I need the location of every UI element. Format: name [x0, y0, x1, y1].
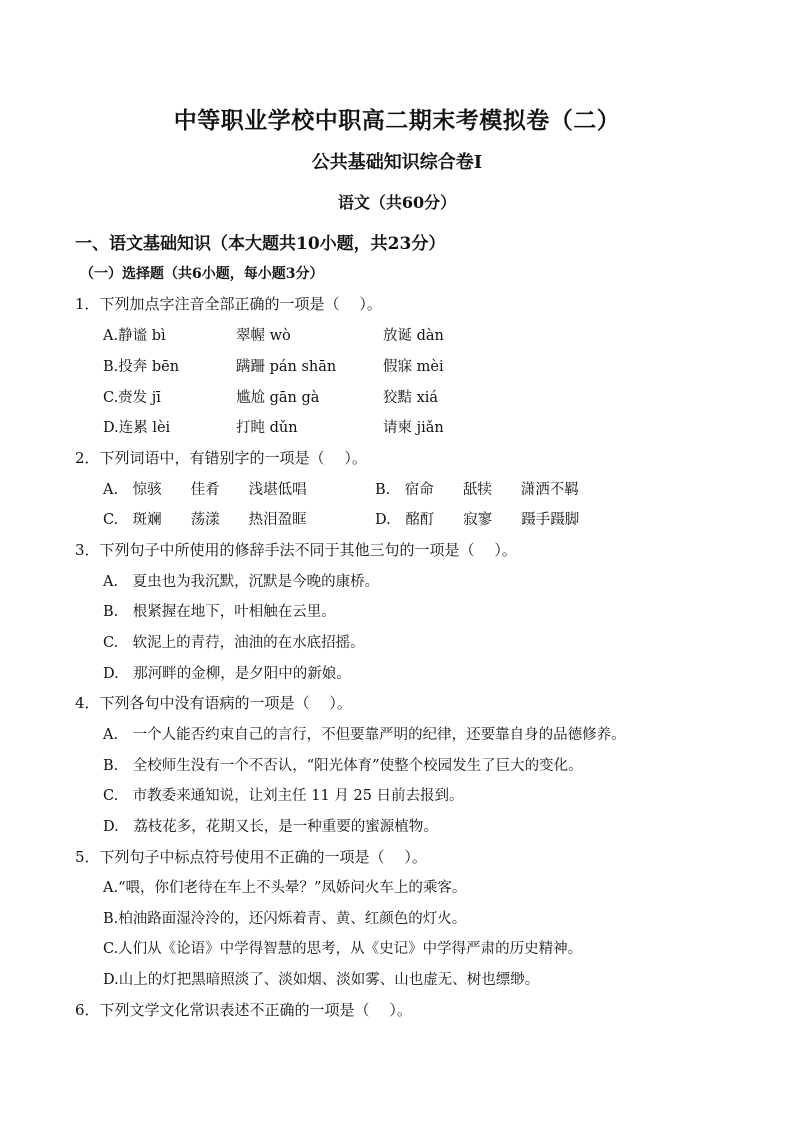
- question-3-stem: 3．下列句子中所使用的修辞手法不同于其他三句的一项是（ ）。: [75, 541, 517, 559]
- q2-option-b: B. 宿命 舐犊 潇洒不羁: [375, 482, 579, 498]
- q5-option-c: C.人们从《论语》中学得智慧的思考，从《史记》中学得严肃的历史精神。: [103, 941, 583, 957]
- question-5-stem: 5．下列句子中标点符号使用不正确的一项是（ ）。: [75, 848, 427, 866]
- q1-option-d-word-1: D.连累 lèi: [103, 420, 171, 436]
- q1-option-c-word-3: 狡黠 xiá: [383, 390, 439, 406]
- question-1-stem: 1．下列加点字注音全部正确的一项是（ ）。: [75, 295, 382, 313]
- q5-option-b: B.柏油路面湿泠泠的，还闪烁着青、黄、红颜色的灯火。: [103, 911, 467, 927]
- q1-option-a-word-3: 放诞 dàn: [383, 328, 444, 344]
- subject-heading: 语文（共60分）: [337, 193, 457, 212]
- q4-option-b: B. 全校师生没有一个不否认，“阳光体育”使整个校园发生了巨大的变化。: [103, 758, 583, 774]
- section-heading: 一、语文基础知识（本大题共10小题，共23分）: [75, 234, 446, 254]
- q3-option-c: C. 软泥上的青荇，油油的在水底招摇。: [103, 635, 365, 651]
- q5-option-d: D.山上的灯把黑暗照淡了、淡如烟、淡如雾、山也虚无、树也缥缈。: [103, 972, 540, 988]
- exam-title: 中等职业学校中职高二期末考模拟卷（二）: [173, 107, 621, 134]
- q1-option-a-word-1: A.静谧 bì: [103, 328, 166, 344]
- q2-option-a: A. 惊骇 佳肴 浅堪低唱: [103, 482, 307, 498]
- q2-option-d: D. 酩酊 寂寥 蹑手蹑脚: [375, 512, 580, 528]
- q3-option-d: D. 那河畔的金柳，是夕阳中的新娘。: [103, 666, 351, 682]
- q3-option-a: A. 夏虫也为我沉默，沉默是今晚的康桥。: [103, 574, 380, 590]
- q5-option-a: A.“喂，你们老待在车上不头晕？”凤娇问火车上的乘客。: [103, 880, 467, 896]
- q1-option-b-word-1: B.投奔 bēn: [103, 359, 180, 375]
- q2-option-c: C. 斑斓 荡漾 热泪盈眶: [103, 512, 307, 528]
- question-4-stem: 4．下列各句中没有语病的一项是（ ）。: [75, 694, 352, 712]
- q4-option-d: D. 荔枝花多，花期又长，是一种重要的蜜源植物。: [103, 819, 438, 835]
- q1-option-c-word-2: 尴尬 gān gà: [236, 390, 320, 406]
- q1-option-d-word-2: 打盹 dǔn: [236, 420, 298, 436]
- subsection-heading: （一）选择题（共6小题，每小题3分）: [80, 266, 324, 282]
- q1-option-d-word-3: 请柬 jiǎn: [383, 420, 444, 436]
- exam-subtitle: 公共基础知识综合卷Ⅰ: [311, 152, 483, 173]
- question-2-stem: 2．下列词语中，有错别字的一项是（ ）。: [75, 449, 367, 467]
- q1-option-b-word-3: 假寐 mèi: [383, 359, 444, 375]
- q4-option-a: A. 一个人能否约束自己的言行，不但要靠严明的纪律，还要靠自身的品德修养。: [103, 727, 626, 743]
- q1-option-c-word-1: C.赍发 jī: [103, 390, 161, 406]
- q3-option-b: B. 根紧握在地下，叶相触在云里。: [103, 604, 336, 620]
- q1-option-b-word-2: 蹒跚 pán shān: [236, 359, 337, 375]
- q4-option-c: C. 市教委来通知说，让刘主任 11 月 25 日前去报到。: [103, 788, 464, 804]
- question-6-stem: 6．下列文学文化常识表述不正确的一项是（ ）。: [75, 1001, 412, 1019]
- q1-option-a-word-2: 翠幄 wò: [236, 328, 291, 344]
